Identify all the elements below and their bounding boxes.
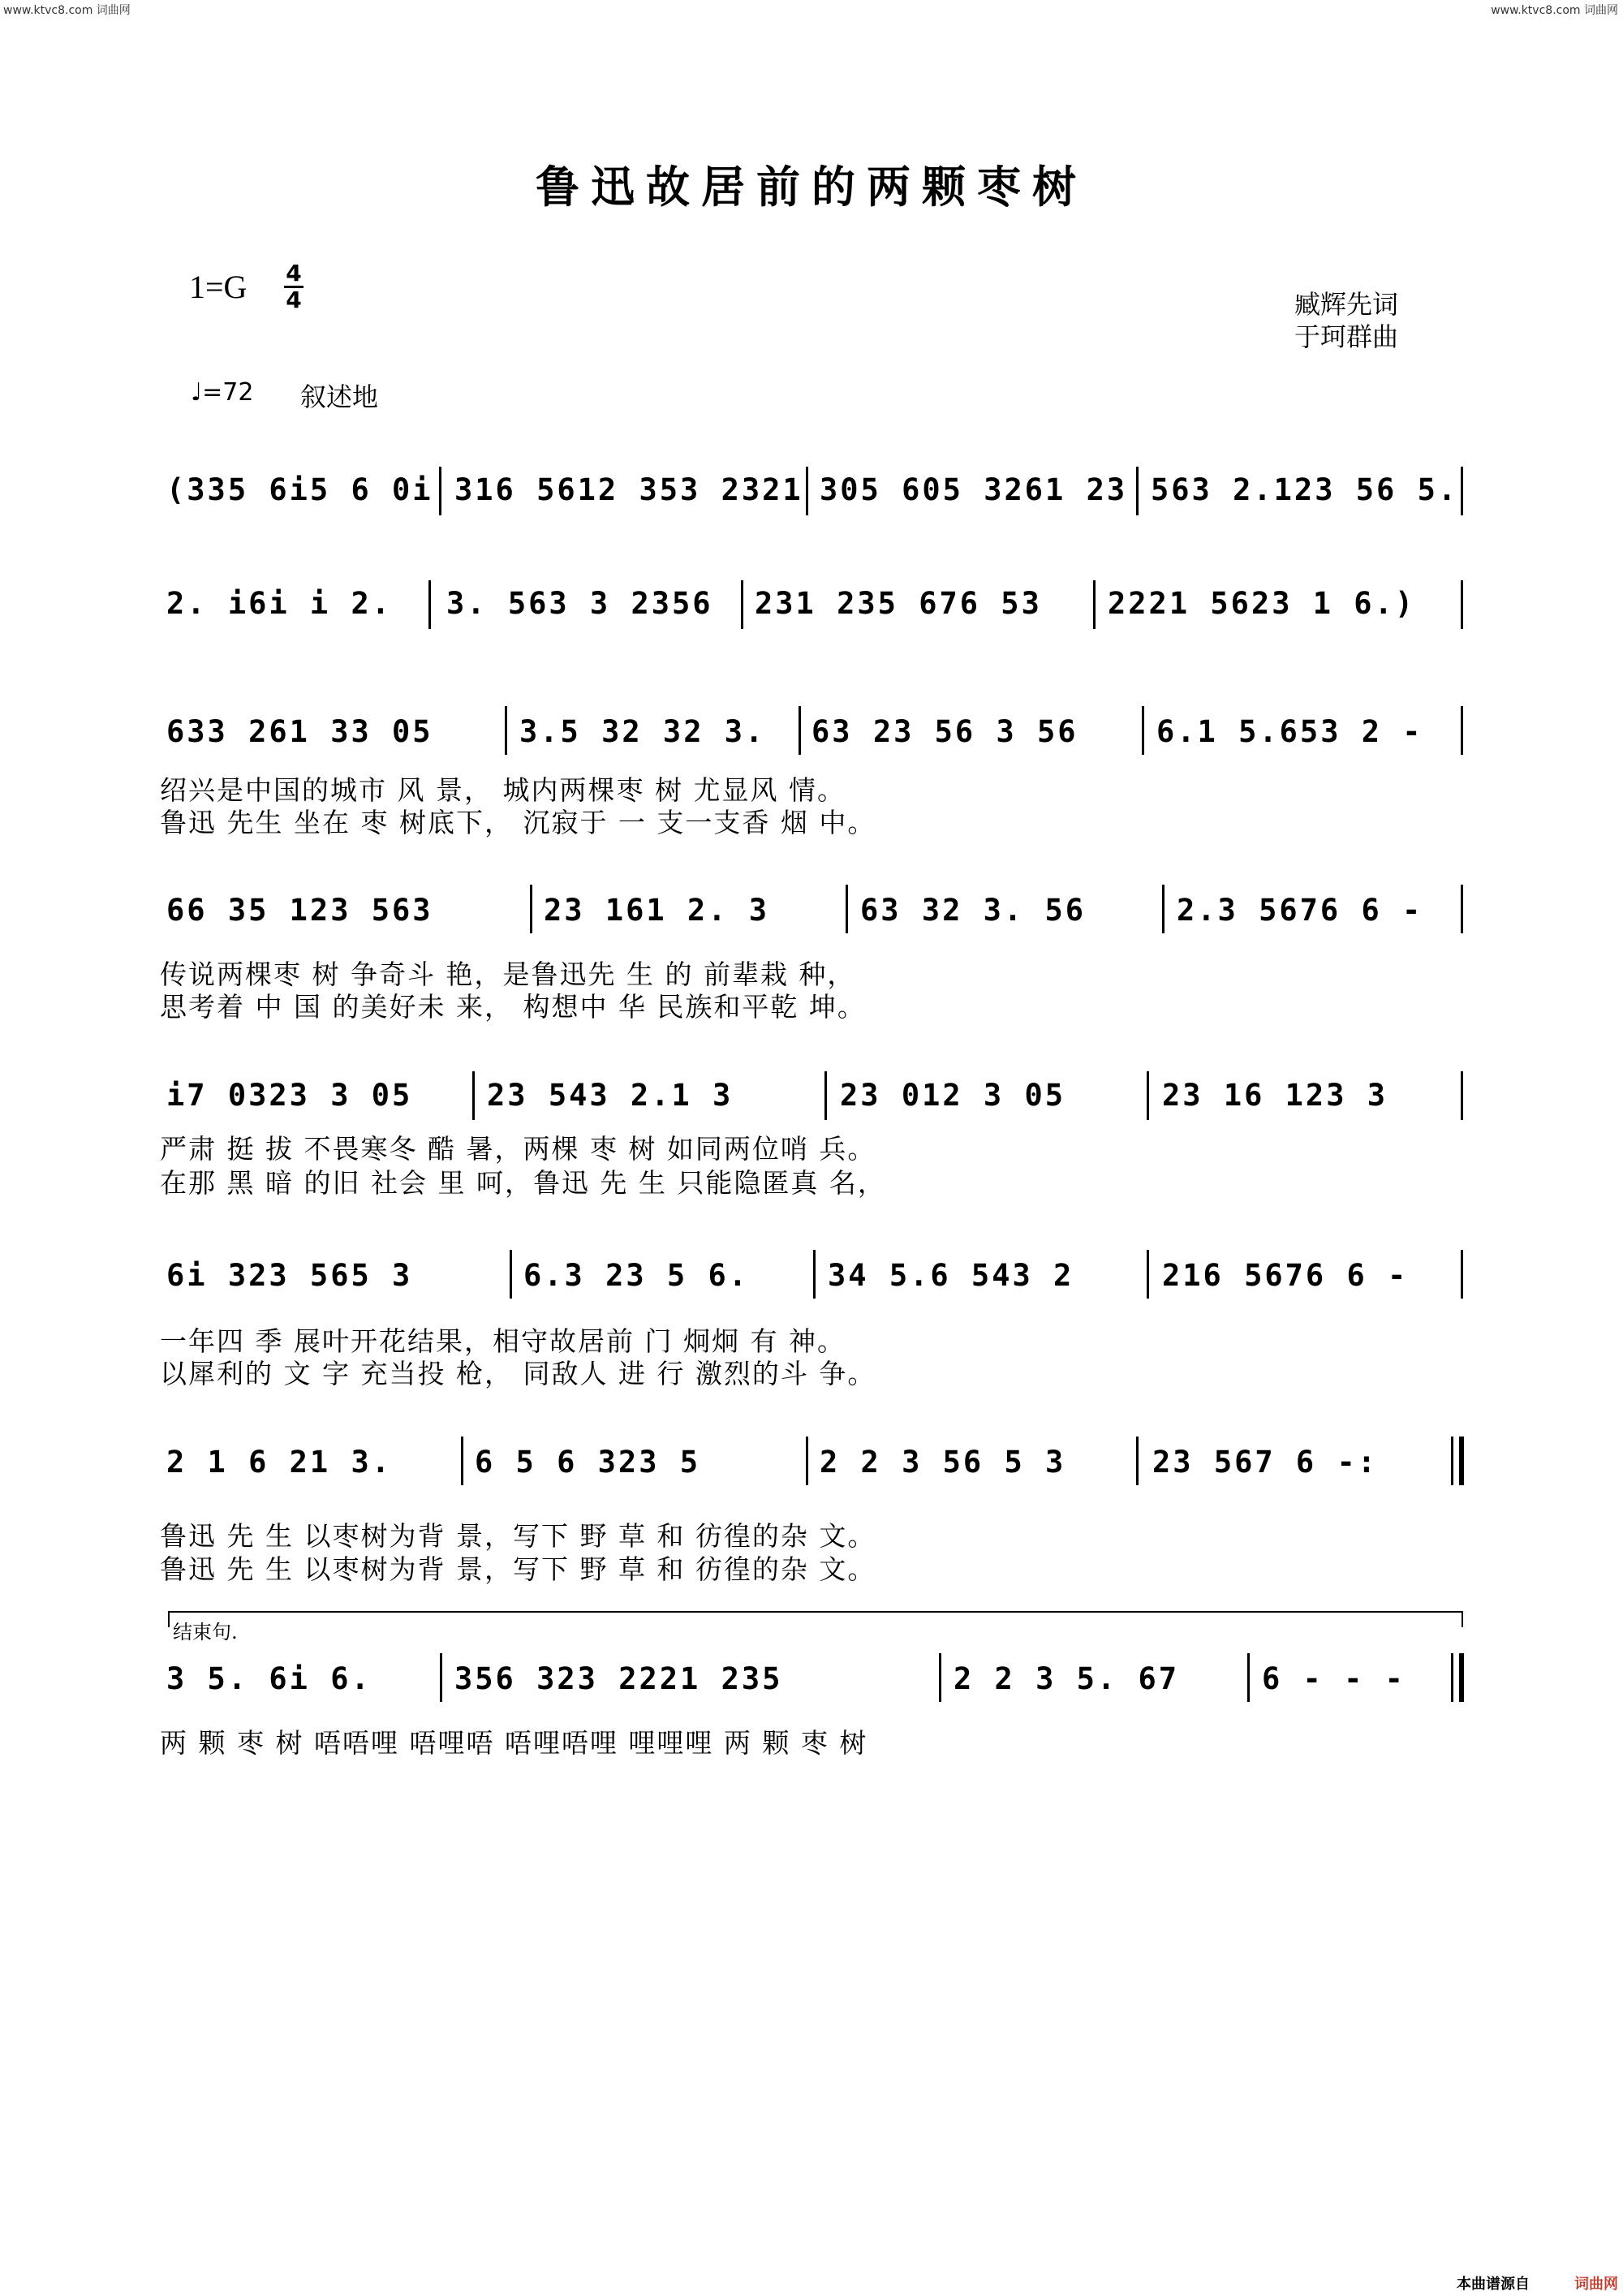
lyric-line-2: 鲁迅 先生 坐在 枣 树底下， 沉寂于 一 支一支香 烟 中。 xyxy=(160,807,876,838)
lyric-line-2: 思考着 中 国 的美好未 来， 构想中 华 民族和平乾 坤。 xyxy=(160,991,866,1023)
measure-notes: 2. i6i i 2. xyxy=(166,586,393,621)
lyric-line-1: 两 颗 枣 树 唔唔哩 唔哩唔 唔哩唔哩 哩哩哩 两 颗 枣 树 xyxy=(160,1727,868,1759)
bar-line xyxy=(1142,706,1144,755)
measure-notes: 23 012 3 05 xyxy=(840,1078,1066,1113)
time-signature xyxy=(284,261,304,312)
lyric-line-1: 绍兴是中国的城市 风 景， 城内两棵枣 树 尤显风 情。 xyxy=(160,774,846,806)
bar-line xyxy=(530,885,532,933)
key-signature: 1=G xyxy=(189,269,248,305)
measure-notes: 6 - - - xyxy=(1262,1661,1406,1696)
measure-notes: 6 5 6 323 5 xyxy=(475,1445,701,1480)
measure-notes: i7 0323 3 05 xyxy=(166,1078,413,1113)
composer: 于珂群曲 xyxy=(1294,321,1399,352)
measure-notes: 2221 5623 1 6.) xyxy=(1108,586,1416,621)
bar-line xyxy=(1461,706,1463,755)
bar-line xyxy=(510,1250,512,1299)
header-right: www.ktvc8.com 词曲网 xyxy=(1491,4,1618,17)
measure-notes: 2 1 6 21 3. xyxy=(166,1445,393,1480)
measure-notes: 63 32 3. 56 xyxy=(860,893,1087,928)
bar-line xyxy=(824,1071,827,1120)
measure-notes: 633 261 33 05 xyxy=(166,714,433,749)
measure-notes: 2.3 5676 6 - xyxy=(1177,893,1423,928)
measure-notes: 2 2 3 56 5 3 xyxy=(820,1445,1066,1480)
bar-line xyxy=(813,1250,816,1299)
bar-line xyxy=(939,1653,941,1702)
measure-notes: 231 235 676 53 xyxy=(755,586,1042,621)
bar-line xyxy=(1451,1653,1453,1702)
bar-line xyxy=(440,1653,442,1702)
measure-notes: 563 2.123 56 5. xyxy=(1151,472,1459,507)
measure-notes: 356 323 2221 235 xyxy=(454,1661,783,1696)
bar-line xyxy=(846,885,848,933)
measure-notes: 6i 323 565 3 xyxy=(166,1258,413,1293)
bar-line xyxy=(799,706,801,755)
measure-notes: 63 23 56 3 56 xyxy=(812,714,1078,749)
bar-line xyxy=(1461,1250,1463,1299)
footer-source: 本曲谱源自 xyxy=(1457,2276,1530,2293)
time-signature-top: 4 xyxy=(286,260,302,286)
bar-line xyxy=(741,580,743,629)
measure-notes: 34 5.6 543 2 xyxy=(828,1258,1074,1293)
song-title: 鲁迅故居前的两颗枣树 xyxy=(536,161,1087,213)
measure-notes: 23 543 2.1 3 xyxy=(487,1078,734,1113)
lyric-line-2: 以犀利的 文 字 充当投 枪， 同敌人 进 行 激烈的斗 争。 xyxy=(160,1358,876,1389)
measure-notes: (335 6i5 6 0i xyxy=(166,472,433,507)
bar-line xyxy=(439,467,441,515)
expression-mark: 叙述地 xyxy=(300,381,379,412)
bar-line xyxy=(806,1437,808,1485)
final-bar-line xyxy=(1459,1653,1464,1702)
bar-line xyxy=(1247,1653,1250,1702)
bar-line xyxy=(1461,467,1463,515)
measure-notes: 23 16 123 3 xyxy=(1162,1078,1388,1113)
lyric-line-1: 传说两棵枣 树 争奇斗 艳，是鲁迅先 生 的 前辈栽 种， xyxy=(160,958,856,990)
lyric-line-1: 一年四 季 展叶开花结果，相守故居前 门 炯炯 有 神。 xyxy=(160,1325,846,1357)
bar-line xyxy=(505,706,507,755)
bar-line xyxy=(1136,467,1139,515)
lyric-line-2: 在那 黑 暗 的旧 社会 里 呵，鲁迅 先 生 只能隐匿真 名， xyxy=(160,1167,886,1199)
measure-notes: 23 567 6 -: xyxy=(1152,1445,1379,1480)
measure-notes: 66 35 123 563 xyxy=(166,893,433,928)
bar-line xyxy=(1461,1071,1463,1120)
final-bar-line xyxy=(1459,1437,1464,1485)
footer-logo: 词曲网 xyxy=(1574,2276,1618,2293)
bar-line xyxy=(1136,1437,1139,1485)
bar-line xyxy=(1461,885,1463,933)
measure-notes: 3.5 32 32 3. xyxy=(519,714,766,749)
tempo-mark: ♩=72 xyxy=(191,378,254,407)
bar-line xyxy=(461,1437,463,1485)
measure-notes: 23 161 2. 3 xyxy=(544,893,770,928)
measure-notes: 3. 563 3 2356 xyxy=(446,586,713,621)
bar-line xyxy=(472,1071,475,1120)
bar-line xyxy=(1461,580,1463,629)
bar-line xyxy=(1162,885,1165,933)
ending-label: 结束句. xyxy=(173,1621,238,1643)
measure-notes: 316 5612 353 2321 xyxy=(454,472,803,507)
lyric-line-2: 鲁迅 先 生 以枣树为背 景，写下 野 草 和 彷徨的杂 文。 xyxy=(160,1553,876,1585)
bar-line xyxy=(428,580,431,629)
measure-notes: 3 5. 6i 6. xyxy=(166,1661,372,1696)
measure-notes: 216 5676 6 - xyxy=(1162,1258,1409,1293)
lyric-line-1: 鲁迅 先 生 以枣树为背 景，写下 野 草 和 彷徨的杂 文。 xyxy=(160,1520,876,1552)
lyric-line-1: 严肃 挺 拔 不畏寒冬 酷 暑，两棵 枣 树 如同两位哨 兵。 xyxy=(160,1133,876,1165)
bar-line xyxy=(1147,1071,1149,1120)
bar-line xyxy=(1451,1437,1453,1485)
header-left: www.ktvc8.com 词曲网 xyxy=(3,4,131,17)
measure-notes: 6.3 23 5 6. xyxy=(523,1258,750,1293)
measure-notes: 2 2 3 5. 67 xyxy=(954,1661,1180,1696)
time-signature-bottom: 4 xyxy=(286,286,302,313)
measure-notes: 305 605 3261 23 xyxy=(820,472,1128,507)
lyricist: 臧辉先词 xyxy=(1294,289,1399,320)
bar-line xyxy=(806,467,808,515)
bar-line xyxy=(1093,580,1096,629)
measure-notes: 6.1 5.653 2 - xyxy=(1156,714,1423,749)
ending-bracket xyxy=(168,1611,1463,1627)
bar-line xyxy=(1147,1250,1149,1299)
